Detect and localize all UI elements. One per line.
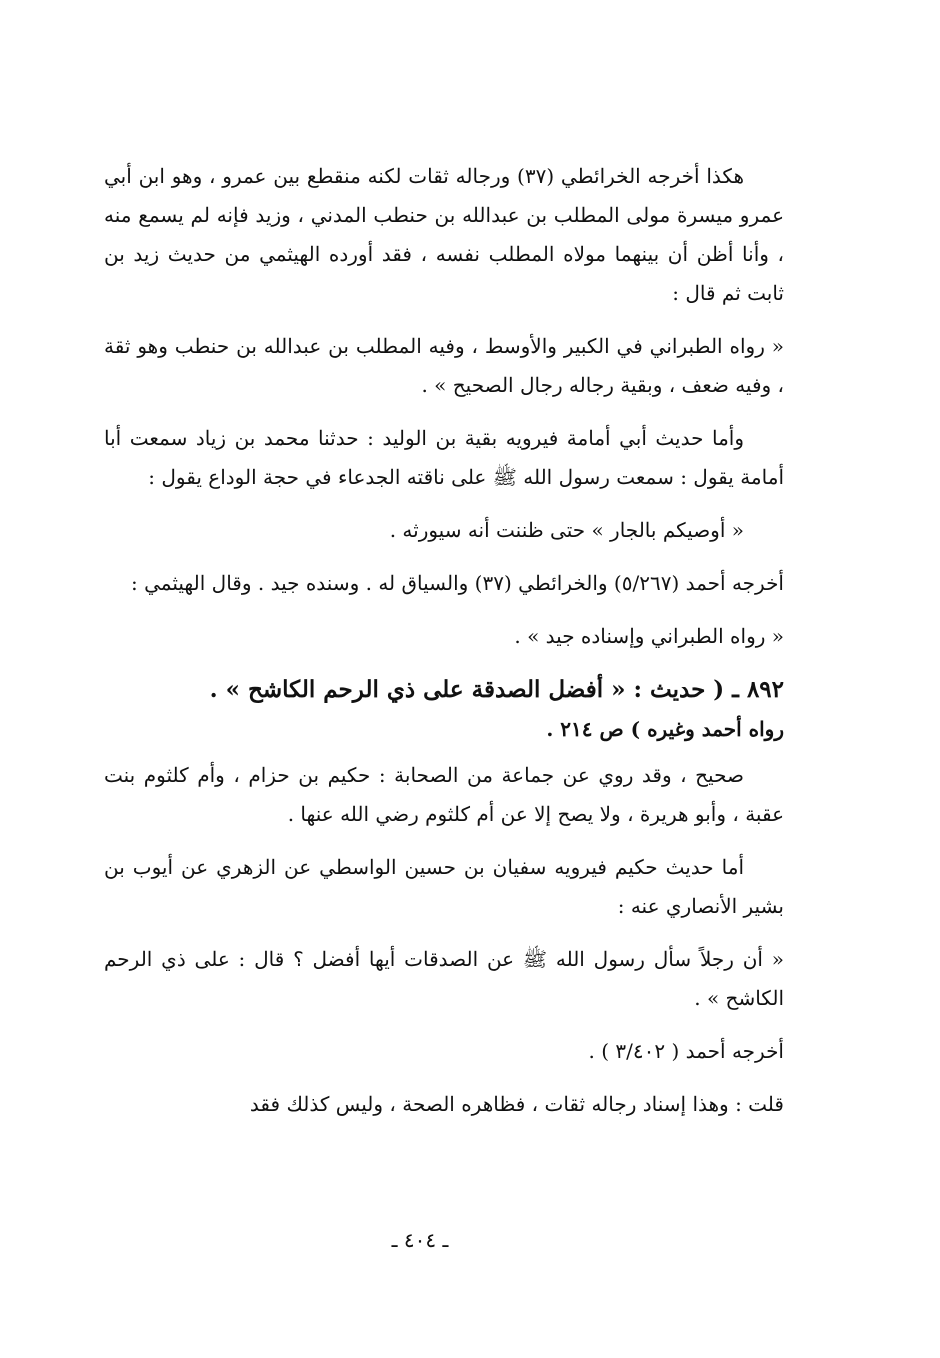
hadith-heading	[104, 670, 784, 748]
paragraph-abu-umama: وأما حديث أبي أمامة فيرويه بقية بن الوليد : حدثنا محمد بن زياد سمعت أبا أمامة يقول : سمعت رسول الله ﷺ على ناقته الجدعاء في حجة الوداع يقول :	[104, 426, 784, 489]
body-text	[104, 157, 784, 1138]
quote-tabarani-2: « رواه الطبراني وإسناده جيد » .	[514, 624, 784, 648]
paragraph-ahmad-1: أخرجه أحمد (٥/٢٦٧) والخرائطي (٣٧) والسياق له . وسنده جيد . وقال الهيثمي :	[131, 571, 784, 595]
hadith-title: ٨٩٢ ـ ( حديث : « أفضل الصدقة على ذي الرحم الكاشح » .	[209, 676, 784, 703]
paragraph-ahmad-2: أخرجه أحمد ( ٣/٤٠٢ ) .	[588, 1039, 784, 1063]
quote-tabarani-1: « رواه الطبراني في الكبير والأوسط ، وفيه المطلب بن عبدالله بن حنطب وهو ثقة ، وفيه ضعف ، وبقية رجاله رجال الصحيح » .	[104, 334, 784, 397]
quote-jar: « أوصيكم بالجار » حتى ظننت أنه سيورثه .	[389, 518, 744, 542]
paragraph-hakim: أما حديث حكيم فيرويه سفيان بن حسين الواسطي عن الزهري عن أيوب بن بشير الأنصاري عنه :	[104, 855, 784, 918]
paragraph-1: هكذا أخرجه الخرائطي (٣٧) ورجاله ثقات لكنه منقطع بين عمرو ، وهو ابن أبي عمرو ميسرة مولى المطلب بن عبدالله بن حنطب المدني ، وزيد فإنه لم يسمع منه ، وأنا أظن أن بينهما مولاه المطلب نفسه ، فقد أورده الهيثمي من حديث زيد بن ثابت ثم قال :	[104, 164, 784, 305]
hadith-source: رواه أحمد وغيره ) ص ٢١٤ .	[546, 717, 784, 741]
page-number: ـ ٤٠٤ ـ	[391, 1228, 449, 1252]
quote-sadaqat: « أن رجلاً سأل رسول الله ﷺ عن الصدقات أيها أفضل ؟ قال : على ذي الرحم الكاشح » .	[104, 947, 784, 1010]
paragraph-qultu: قلت : وهذا إسناد رجاله ثقات ، فظاهره الصحة ، وليس كذلك فقد	[249, 1092, 784, 1116]
paragraph-sahih: صحيح ، وقد روي عن جماعة من الصحابة : حكيم بن حزام ، وأم كلثوم بنت عقبة ، وأبو هريرة ، ولا يصح إلا عن أم كلثوم رضي الله عنها .	[104, 763, 784, 826]
